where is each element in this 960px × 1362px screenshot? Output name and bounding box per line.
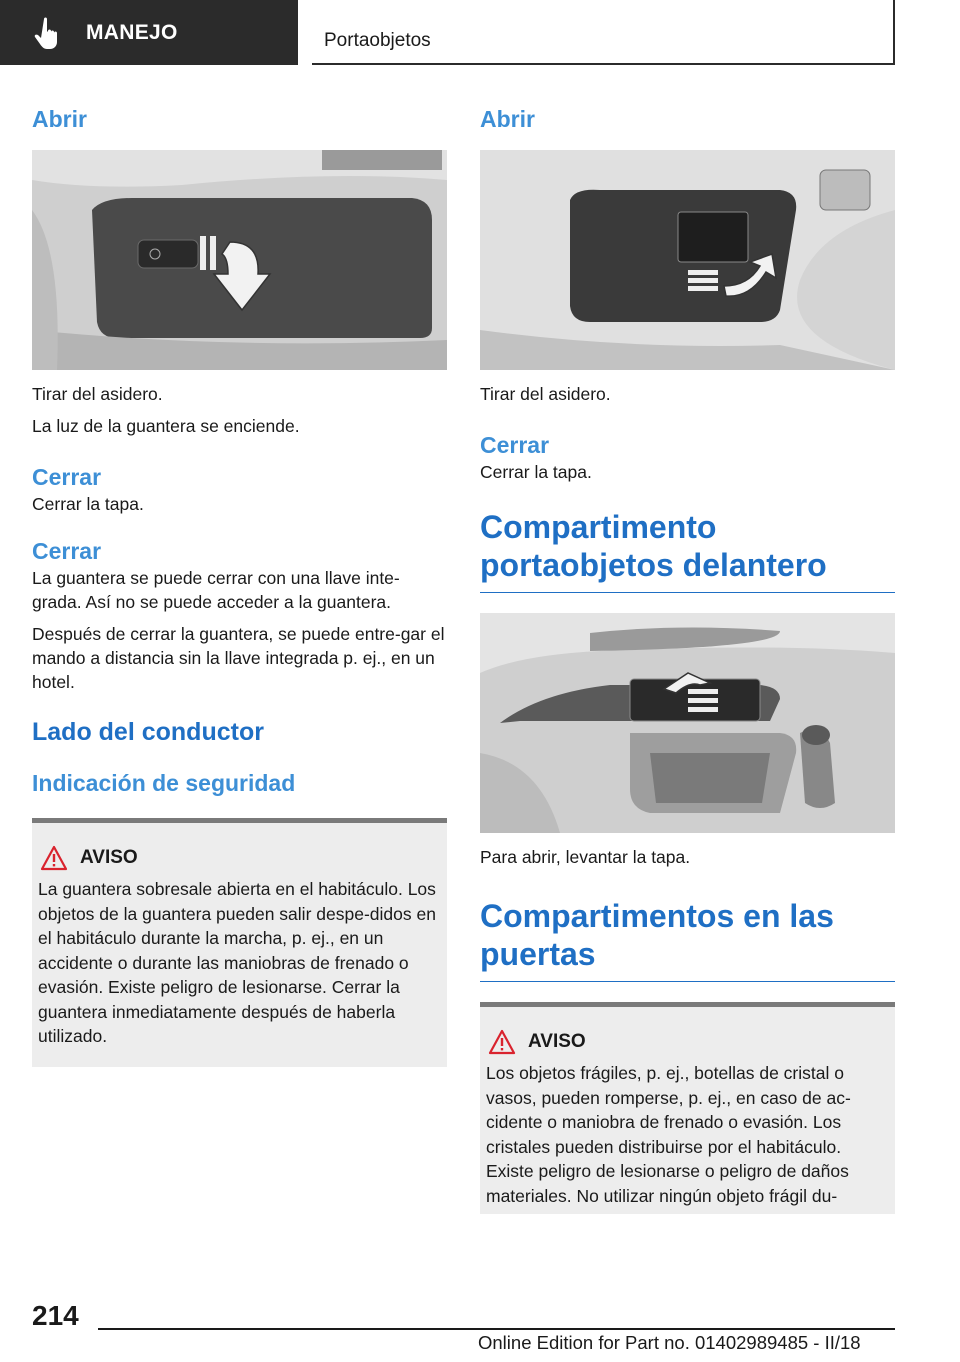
front-compartment-text: Para abrir, levantar la tapa. [480,847,691,867]
front-compartment-figure [480,613,895,833]
footer-rule [98,1328,895,1330]
pointing-hand-icon [30,13,70,53]
heading-close-driver: Cerrar [480,432,550,458]
warning-box-doors [480,1002,895,1214]
warning-label: AVISO [528,1031,586,1052]
open-driver-text: Tirar del asidero. [480,384,611,404]
close-text: Cerrar la tapa. [32,494,144,514]
heading-lock: Cerrar [32,538,102,564]
header-title-box [312,0,895,65]
warning-box-glovebox [32,818,447,1067]
left-column [32,100,447,1067]
page-number: 214 [32,1300,79,1331]
warning-text: Los objetos frágiles, p. ej., botellas de cristal o vasos, pueden romperse, p. ej., en caso de ac‐cidente o maniobra de frenado o evasión. Los cristales pueden distribuirse por el habitáculo. Existe peligro de lesionarse o peligro de daños materiales. No utilizar ningún objeto frágil du‐ [486,1063,851,1206]
header-section-label: MANEJO [86,20,178,44]
heading-open-driver: Abrir [480,106,535,132]
header-section-tab [0,0,298,65]
heading-driver-side: Lado del conductor [32,718,264,746]
heading-door-compartments: Compartimentos en las puertas [480,897,895,982]
footer-edition: Online Edition for Part no. 01402989485 - II/18 [478,1332,861,1353]
open-light-text: La luz de la guantera se enciende. [32,416,300,436]
open-step-text: Tirar del asidero. [32,384,163,404]
driver-compartment-figure [480,150,895,370]
warning-label: AVISO [80,847,138,868]
lock-text-2: Después de cerrar la guantera, se puede entre‐gar el mando a distancia sin la llave integrada p. ej., en un hotel. [32,624,445,692]
lock-text-1: La guantera se puede cerrar con una llave inte‐grada. Así no se puede acceder a la guantera. [32,568,400,612]
heading-open: Abrir [32,106,87,132]
heading-close: Cerrar [32,464,102,490]
header-title: Portaobjetos [324,30,431,51]
glovebox-open-figure [32,150,447,370]
warning-triangle-icon [488,1029,516,1055]
right-column [480,100,895,1214]
warning-triangle-icon [40,845,68,871]
close-driver-text: Cerrar la tapa. [480,462,592,482]
warning-text: La guantera sobresale abierta en el habitáculo. Los objetos de la guantera pueden salir despe‐didos en el habitáculo durante la marcha, p. ej., en un accidente o durante las maniobras de frenado o evasión. Existe peligro de lesionarse. Cerrar la guantera inmediatamente después de haberla utilizado. [38,879,436,1046]
heading-safety-note: Indicación de seguridad [32,770,296,796]
heading-front-compartment: Compartimento portaobjetos delantero [480,508,895,593]
